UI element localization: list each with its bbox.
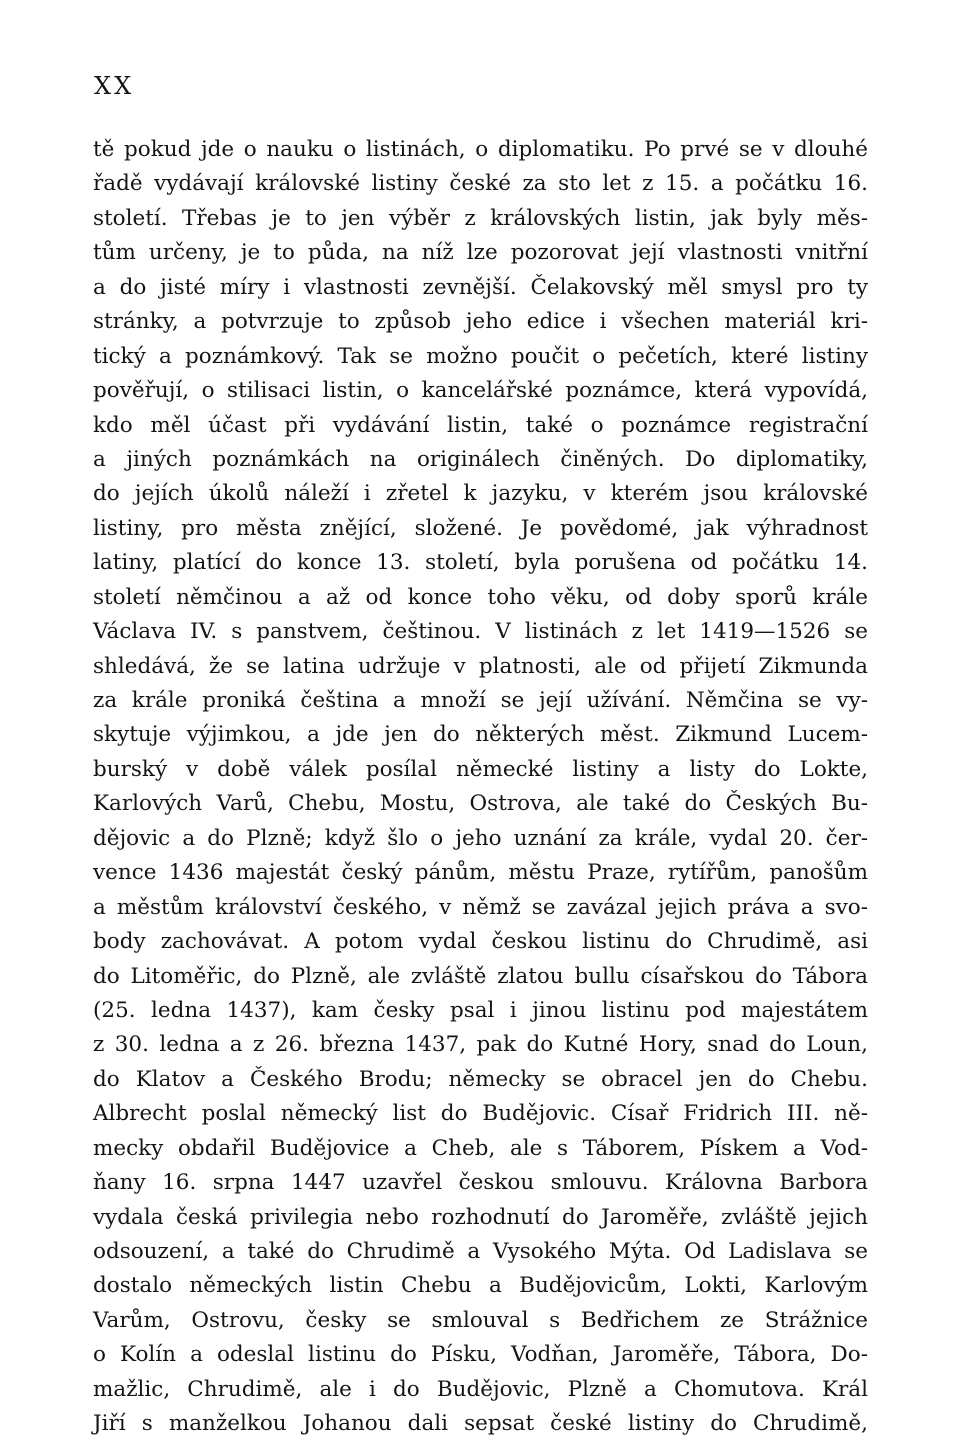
text-line: kdo měl účast při vydávání listin, také o poznámce registrační <box>93 412 868 438</box>
text-line: Václava IV. s panstvem, češtinou. V listinách z let 1419—1526 se <box>93 619 868 645</box>
text-line: století němčinou a až od konce toho věku, od doby sporů krále <box>93 584 868 610</box>
text-line: o Kolín a odeslal listinu do Písku, Vodňan, Jaroměře, Tábora, Do- <box>93 1342 868 1368</box>
text-line: latiny, platící do konce 13. století, byla porušena od počátku 14. <box>93 550 868 576</box>
text-line: shledává, že se latina udržuje v platnosti, ale od přijetí Zikmunda <box>93 653 868 679</box>
text-line: tům určeny, je to půda, na níž lze pozorovat její vlastnosti vnitřní <box>93 240 868 266</box>
text-line: body zachovávat. A potom vydal českou listinu do Chrudimě, asi <box>93 929 868 955</box>
text-line: století. Třebas je to jen výběr z královských listin, jak byly měs- <box>93 205 868 231</box>
text-line: pověřují, o stilisaci listin, o kancelářské poznámce, která vypovídá, <box>93 378 868 404</box>
text-line: tě pokud jde o nauku o listinách, o diplomatiku. Po prvé se v dlouhé <box>93 137 868 162</box>
text-line: a městům království českého, v němž se zavázal jejich práva a svo- <box>93 894 868 920</box>
text-line: z 30. ledna a z 26. března 1437, pak do Kutné Hory, snad do Loun, <box>93 1032 868 1058</box>
text-line: odsouzení, a také do Chrudimě a Vysokého Mýta. Od Ladislava se <box>93 1239 868 1264</box>
text-line: skytuje výjimkou, a jde jen do některých měst. Zikmund Lucem- <box>93 722 868 748</box>
text-line: ňany 16. srpna 1447 uzavřel českou smlouvu. Královna Barbora <box>93 1170 868 1196</box>
text-line: burský v době válek posílal německé listiny a listy do Lokte, <box>93 756 868 782</box>
text-line: za krále proniká čeština a množí se její užívání. Němčina se vy- <box>93 688 868 713</box>
text-line: do jejích úkolů náleží i zřetel k jazyku, v kterém jsou královské <box>93 481 868 507</box>
text-line: a jiných poznámkách na originálech činěných. Do diplomatiky, <box>93 446 868 472</box>
text-line: (25. ledna 1437), kam česky psal i jinou listinu pod majestátem <box>93 997 868 1023</box>
text-line: do Klatov a Českého Brodu; německy se obracel jen do Chebu. <box>93 1066 868 1092</box>
body-text <box>93 133 868 1442</box>
text-line: Karlových Varů, Chebu, Mostu, Ostrova, ale také do Českých Bu- <box>93 791 868 817</box>
text-line: vence 1436 majestát český pánům, městu Praze, rytířům, panošům <box>93 860 868 886</box>
text-line: Varům, Ostrovu, česky se smlouval s Bedřichem ze Strážnice <box>93 1307 868 1333</box>
text-line: listiny, pro města znějící, složené. Je povědomé, jak výhradnost <box>93 515 868 541</box>
text-line: mecky obdařil Budějovice a Cheb, ale s Táborem, Pískem a Vod- <box>93 1135 868 1161</box>
text-line: do Litoměřic, do Plzně, ale zvláště zlatou bullu císařskou do Tábora <box>93 963 868 989</box>
text-line: dostalo německých listin Chebu a Budějovicům, Lokti, Karlovým <box>93 1273 868 1299</box>
text-line: dějovic a do Plzně; když šlo o jeho uznání za krále, vydal 20. čer- <box>93 825 868 851</box>
page-number: XX <box>94 72 135 100</box>
text-line: vydala česká privilegia nebo rozhodnutí do Jaroměře, zvláště jejich <box>93 1204 868 1230</box>
text-line: Jiří s manželkou Johanou dali sepsat české listiny do Chrudimě, <box>93 1411 868 1437</box>
text-line: a do jisté míry i vlastnosti zevnější. Čelakovský měl smysl pro ty <box>93 274 868 300</box>
text-line: tický a poznámkový. Tak se možno poučit o pečetích, které listiny <box>93 343 868 369</box>
text-line: stránky, a potvrzuje to způsob jeho edice i všechen materiál kri- <box>93 309 868 335</box>
text-line: mažlic, Chrudimě, ale i do Budějovic, Plzně a Chomutova. Král <box>93 1376 868 1402</box>
text-line: Albrecht poslal německý list do Budějovic. Císař Fridrich III. ně- <box>93 1101 868 1127</box>
text-line: řadě vydávají královské listiny české za sto let z 15. a počátku 16. <box>93 171 868 197</box>
